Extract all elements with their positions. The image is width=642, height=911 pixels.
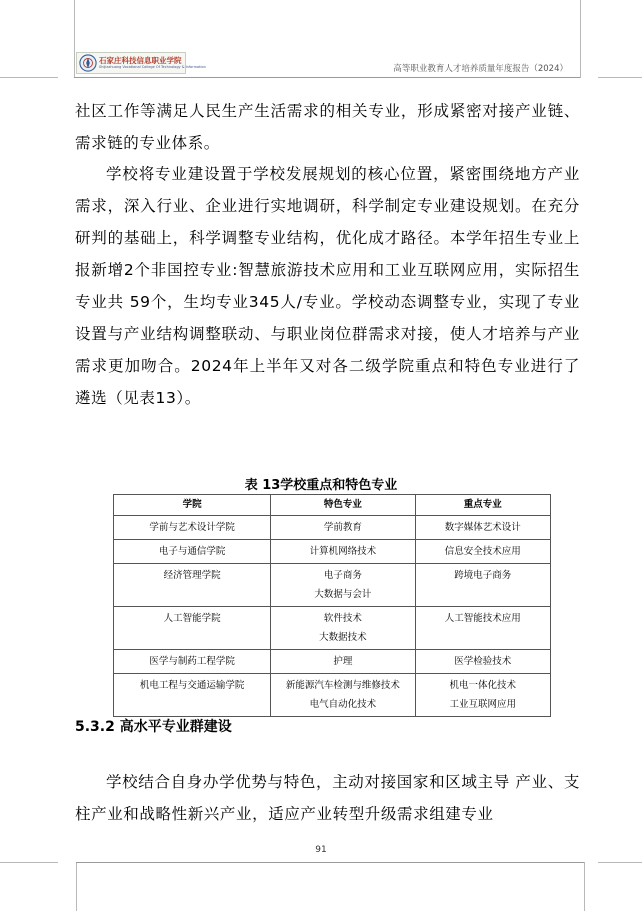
- header-divider: [74, 77, 580, 78]
- key-major: 信息安全技术应用: [444, 546, 521, 557]
- featured-major-cell: [271, 564, 415, 607]
- logo-chinese-name: 石家庄科技信息职业学院: [99, 56, 182, 65]
- key-major-cell: [415, 540, 550, 564]
- featured-major: 大数据与会计: [314, 589, 372, 600]
- featured-major-cell: [271, 607, 415, 650]
- footer-divider: [76, 862, 584, 863]
- table-header-cell: 学院: [114, 495, 271, 516]
- featured-major: 软件技术: [323, 613, 362, 624]
- table-header-row: [114, 495, 551, 516]
- logo-english-name: Shijiazhuang Vocational College Of Technology & Information: [99, 64, 206, 69]
- crop-mark: [74, 0, 75, 78]
- featured-major-cell: [271, 650, 415, 674]
- table-header-cell: 重点专业: [415, 495, 550, 516]
- college-cell: 人工智能学院: [114, 607, 271, 650]
- featured-major-cell: [271, 540, 415, 564]
- crop-mark: [598, 77, 642, 78]
- featured-major: 电子商务: [323, 570, 362, 581]
- table-row: [114, 540, 551, 564]
- crop-mark: [76, 862, 77, 911]
- crop-mark: [0, 862, 58, 863]
- featured-major: 学前教育: [323, 522, 362, 533]
- key-major-cell: [415, 650, 550, 674]
- college-cell: 学前与艺术设计学院: [114, 516, 271, 540]
- paragraph-specialty-construction: 学校将专业建设置于学校发展规划的核心位置，紧密围绕地方产业需求，深入行业、企业进行实地调研，科学制定专业建设规划。在充分研判的基础上，科学调整专业结构，优化成才路径。本学年招生专业上报新增2个非国控专业:智慧旅游技术应用和工业互联网应用，实际招生专业共 59个，生均专业345人/专业。学校动态调整专业，实现了专业设置与产业结构调整联动、与职业岗位群需求对接，使人才培养与产业需求更加吻合。2024年上半年又对各二级学院重点和特色专业进行了遴选（见表13）。: [75, 165, 580, 407]
- college-cell: 电子与通信学院: [114, 540, 271, 564]
- key-major-cell: [415, 674, 550, 717]
- key-major-cell: [415, 564, 550, 607]
- section-heading: 5.3.2 高水平专业群建设: [75, 719, 232, 735]
- featured-major-cell: [271, 674, 415, 717]
- college-logo: [76, 52, 206, 74]
- college-emblem-icon: [79, 54, 97, 72]
- report-title: 高等职业教育人才培养质量年度报告（2024）: [393, 64, 568, 74]
- table-row: [114, 674, 551, 717]
- paragraph-high-level-group: 学校结合自身办学优势与特色，主动对接国家和区域主导 产业、支柱产业和战略性新兴产业，适应产业转型升级需求组建专业: [75, 773, 580, 823]
- page-number: 91: [315, 845, 327, 855]
- crop-mark: [0, 77, 58, 78]
- table-row: [114, 516, 551, 540]
- featured-major-cell: [271, 516, 415, 540]
- crop-mark: [580, 0, 581, 78]
- crop-mark: [598, 862, 642, 863]
- college-cell: 经济管理学院: [114, 564, 271, 607]
- featured-major: 大数据技术: [319, 632, 367, 643]
- table-row: [114, 650, 551, 674]
- key-major: 工业互联网应用: [449, 699, 517, 710]
- key-major-cell: [415, 516, 550, 540]
- paragraph-continuation: 社区工作等满足人民生产生活需求的相关专业，形成紧密对接产业链、需求链的专业体系。: [75, 102, 580, 152]
- key-major: 数字媒体艺术设计: [444, 522, 521, 533]
- college-cell: 机电工程与交通运输学院: [114, 674, 271, 717]
- table-row: [114, 564, 551, 607]
- table-header-cell: 特色专业: [271, 495, 415, 516]
- key-featured-majors-table: [113, 494, 551, 717]
- crop-mark: [584, 862, 585, 911]
- key-major: 跨境电子商务: [454, 570, 512, 581]
- key-major: 医学检验技术: [454, 656, 512, 667]
- featured-major: 护理: [333, 656, 353, 667]
- featured-major: 电气自动化技术: [309, 699, 377, 710]
- table-row: [114, 607, 551, 650]
- featured-major: 新能源汽车检测与维修技术: [285, 680, 400, 691]
- key-major: 人工智能技术应用: [444, 613, 521, 624]
- key-major: 机电一体化技术: [449, 680, 517, 691]
- featured-major: 计算机网络技术: [309, 546, 377, 557]
- college-cell: 医学与制药工程学院: [114, 650, 271, 674]
- key-major-cell: [415, 607, 550, 650]
- table-caption: 表 13学校重点和特色专业: [244, 478, 398, 493]
